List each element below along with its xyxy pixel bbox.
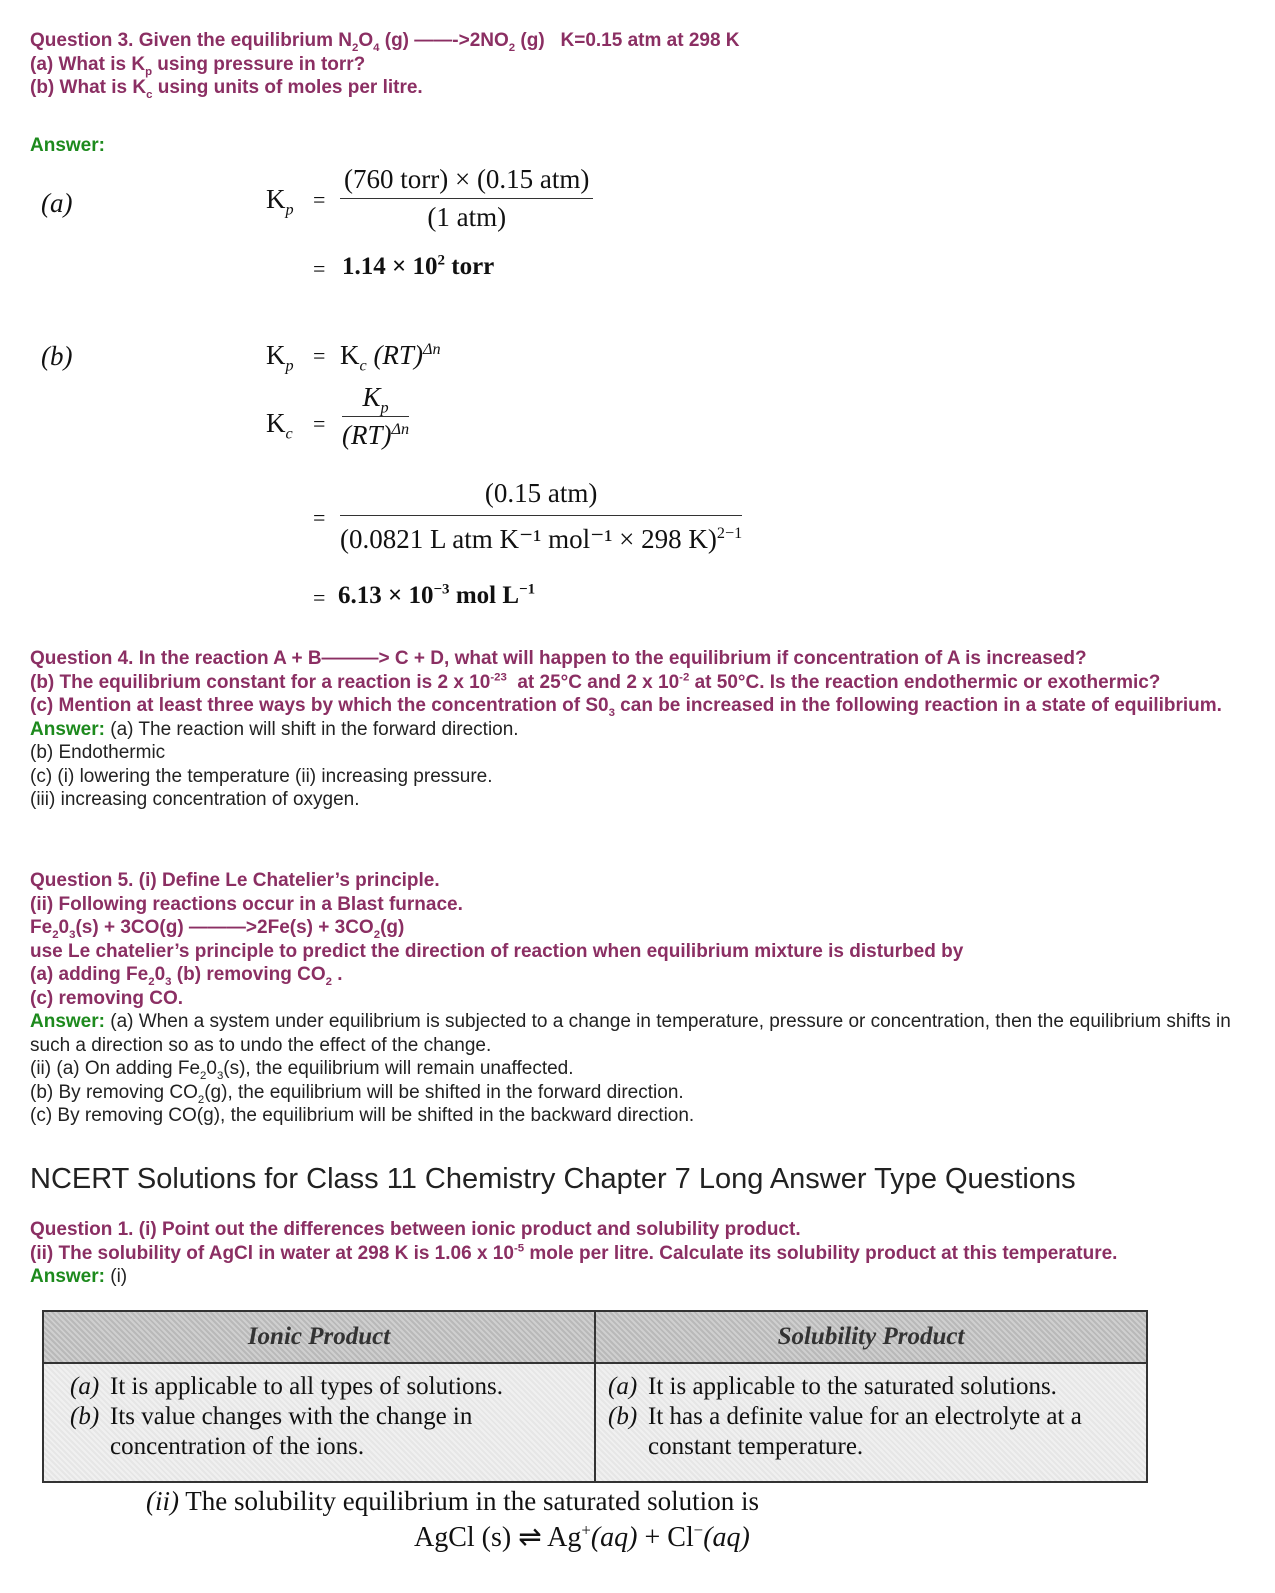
lq1-answer: Answer: (i) [30, 1266, 128, 1287]
list-item: (b) Its value changes with the change in concentration of the ions. [70, 1403, 473, 1460]
q4-answer-c: (c) (i) lowering the temperature (ii) increasing pressure. [30, 765, 493, 787]
solubility-equation: AgCl (s) ⇌ Ag+(aq) + Cl−(aq) [414, 1520, 750, 1553]
q4-answer: Answer: (a) The reaction will shift in the forward direction. [30, 718, 519, 740]
list-item: (b) It has a definite value for an electrolyte at a constant temperature. [608, 1403, 1082, 1460]
question-4 [30, 647, 1255, 812]
q4-line3: (c) Mention at least three ways by which the concentration of $S0_3$ can be increased in the following reaction in a state of equilibrium. [30, 695, 1222, 719]
q5-reaction: $Fe_20_3(s) + 3CO(g)$ ———>2Fe(s) + $3CO_2(g)$ [30, 917, 405, 941]
kp-result: $1.14 \times 10^2$ torr [342, 252, 495, 280]
q4-answer-c3: (iii) increasing concentration of oxygen. [30, 789, 360, 810]
kp-numerator: (760 torr) × (0.15 atm) [340, 164, 593, 199]
q5-answer-b: (b) By removing $CO_2(g)$, the equilibrium will be shifted in the forward direction. [30, 1081, 684, 1106]
ionic-product-cell [43, 1363, 595, 1482]
q5-line2: (ii) Following reactions occur in a Blast furnace. [30, 893, 463, 915]
kp-fraction [340, 164, 593, 233]
equals-sign: = [313, 256, 326, 281]
kc-result: $6.13 \times 10^{-3}$ mol $L^{-1}$ [338, 581, 536, 609]
kc-symbol: $K_c$ [266, 408, 293, 443]
kc-fraction: $\frac{K_p}{(RT)^{\Delta n}}$ [342, 382, 410, 450]
part-a-label: (a) [41, 188, 73, 218]
q5-answer: Answer: (a) When a system under equilibrium is subjected to a change in temperature, pressure or concentration, then the equilibrium shifts in such a direction so as to undo the effect of the change. [30, 1011, 1231, 1056]
equals-sign: = [313, 343, 326, 368]
q5-line6: (c) removing CO. [30, 987, 184, 1009]
section-heading: NCERT Solutions for Class 11 Chemistry Chapter 7 Long Answer Type Questions [30, 1163, 1076, 1195]
q3-title: Question 3. Given the equilibrium $N_2O_4$ (g) $——->2NO_2$ (g) K=0.15 atm at 298 K [30, 30, 740, 54]
question-3 [30, 29, 1255, 100]
kp-denominator: (1 atm) [427, 202, 507, 232]
q3-part-b: (b) What is $K_c$ using units of moles per litre. [30, 77, 423, 101]
question-5 [30, 869, 1255, 1128]
q5-line5: (a) adding $Fe_20_3$ (b) removing $CO_2$ . [30, 964, 343, 988]
solubility-product-cell [595, 1363, 1147, 1482]
part-ii-text: (ii) The solubility equilibrium in the saturated solution is [146, 1486, 759, 1516]
q5-answer-ii: (ii) (a) On adding $Fe_20_3(s)$, the equilibrium will remain unaffected. [30, 1058, 574, 1082]
list-item: (a) It is applicable to all types of solutions. [70, 1373, 503, 1400]
comparison-table [42, 1310, 1148, 1483]
header-solubility-product: Solubility Product [595, 1311, 1147, 1363]
part-b-label: (b) [41, 341, 73, 371]
q3-part-a: (a) What is $K_p$ using pressure in torr? [30, 53, 366, 78]
answer-label: Answer: [30, 135, 105, 156]
q5-line1: Question 5. (i) Define Le Chatelier’s principle. [30, 870, 440, 891]
q4-answer-b: (b) Endothermic [30, 742, 166, 763]
q4-line2: (b) The equilibrium constant for a reaction is 2 x $10^{-23}$ at 25°C and 2 x $10^{-2}$ at 50°C. Is the reaction endothermic or exothermic? [30, 671, 1161, 693]
kp-symbol: $K_p$ [266, 340, 294, 375]
long-question-1 [30, 1218, 1255, 1289]
equals-sign: = [313, 585, 326, 610]
equals-sign: = [313, 187, 326, 212]
kc-calc-fraction: $\frac{\text{(0.15 atm)}}{(0.0821 L atm K^{-1} mol^{-1} \times 298 K)^{2-1}}$ [340, 478, 743, 554]
q5-answer-c: (c) By removing CO(g), the equilibrium will be shifted in the backward direction. [30, 1105, 695, 1126]
q4-line1: Question 4. In the reaction A + B———> C + D, what will happen to the equilibrium if concentration of A is increased? [30, 648, 1087, 669]
lq1-line1: Question 1. (i) Point out the differences between ionic product and solubility product. [30, 1219, 801, 1240]
kp-symbol: $K_p$ [266, 184, 294, 219]
q5-line4: use Le chatelier’s principle to predict the direction of reaction when equilibrium mixture is disturbed by [30, 940, 964, 962]
equals-sign: = [313, 411, 326, 436]
list-item: (a) It is applicable to the saturated solutions. [608, 1373, 1057, 1400]
header-ionic-product: Ionic Product [43, 1311, 595, 1363]
kp-kc-relation: $K_c$ (RT)$^{\Delta n}$ [340, 340, 441, 375]
lq1-line2: (ii) The solubility of AgCl in water at 298 K is 1.06 x $10^{-5}$ mole per litre. Calculate its solubility product at this temperature. [30, 1242, 1118, 1264]
equals-sign: = [313, 505, 326, 530]
